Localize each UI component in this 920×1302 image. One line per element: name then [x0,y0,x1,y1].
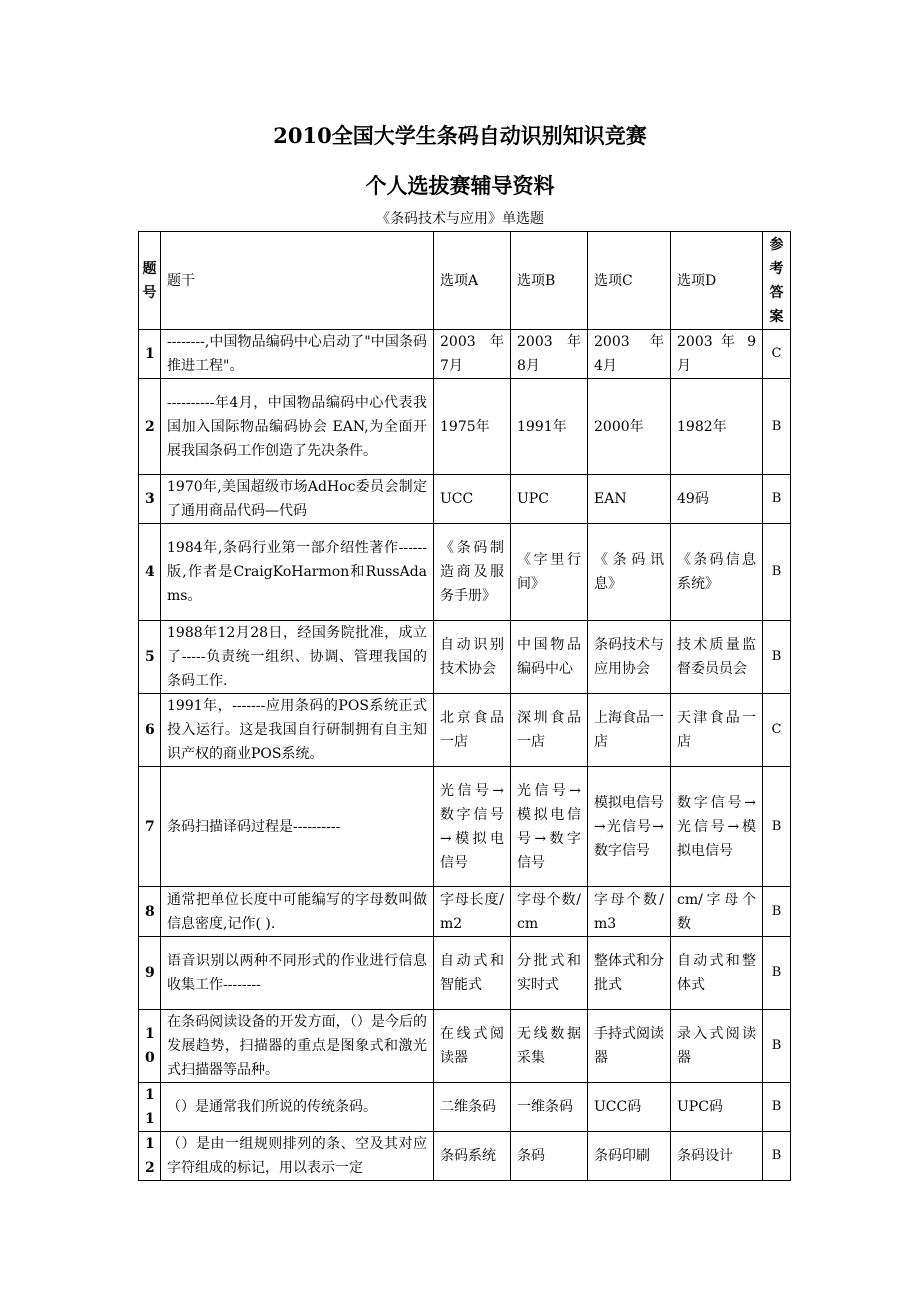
question-rows [139,330,791,1181]
option-d: 《条码信息系统》 [671,524,763,621]
question-stem: ----------年4月，中国物品编码中心代表我国加入国际物品编码协会 EAN,为全面开展我国条码工作创造了先决条件。 [161,379,434,475]
header-option-d: 选项D [671,232,763,330]
option-a: 2003 年 7月 [434,330,511,379]
option-d: 2003 年 9 月 [671,330,763,379]
table-row [139,1132,791,1181]
option-a: 自动识别技术协会 [434,621,511,694]
document-title: 2010全国大学生条码自动识别知识竞赛 [273,123,647,148]
reference-answer: B [763,1083,791,1132]
question-stem: （）是通常我们所说的传统条码。 [161,1083,434,1132]
header-option-a: 选项A [434,232,511,330]
option-c: 字母个数/m3 [588,887,671,937]
option-a: 1975年 [434,379,511,475]
option-c: UCC码 [588,1083,671,1132]
reference-answer: B [763,767,791,887]
table-row [139,937,791,1010]
question-number: 1 [139,330,161,379]
question-stem: （）是由一组规则排列的条、空及其对应字符组成的标记，用以表示一定 [161,1132,434,1181]
option-b: UPC [511,475,588,524]
option-b: 1991年 [511,379,588,475]
question-stem: 语音识别以两种不同形式的作业进行信息收集工作-------- [161,937,434,1010]
reference-answer: B [763,1010,791,1083]
option-d: 技术质量监督委员员会 [671,621,763,694]
option-a: 在线式阅读器 [434,1010,511,1083]
option-c: 条码技术与应用协会 [588,621,671,694]
option-c: EAN [588,475,671,524]
option-c: 《条码讯息》 [588,524,671,621]
table-row [139,379,791,475]
table-row [139,1010,791,1083]
question-number: 10 [139,1010,161,1083]
table-row [139,524,791,621]
question-number: 12 [139,1132,161,1181]
option-b: 分批式和实时式 [511,937,588,1010]
question-stem: --------,中国物品编码中心启动了"中国条码推进工程"。 [161,330,434,379]
table-header-row [139,232,791,330]
option-a: 北京食品一店 [434,694,511,767]
section-heading: 《条码技术与应用》单选题 [376,211,544,227]
reference-answer: C [763,330,791,379]
option-d: 数字信号→光信号→模拟电信号 [671,767,763,887]
reference-answer: B [763,621,791,694]
option-d: cm/字母个数 [671,887,763,937]
option-b: 光信号→模拟电信号→数字信号 [511,767,588,887]
option-a: 自动式和智能式 [434,937,511,1010]
table-row [139,1083,791,1132]
option-c: 条码印刷 [588,1132,671,1181]
question-number: 3 [139,475,161,524]
option-d: UPC码 [671,1083,763,1132]
option-b: 深圳食品一店 [511,694,588,767]
table-row [139,475,791,524]
option-b: 无线数据采集 [511,1010,588,1083]
question-stem: 通常把单位长度中可能编写的字母数叫做信息密度,记作( ). [161,887,434,937]
option-d: 天津食品一店 [671,694,763,767]
question-stem: 1984年,条码行业第一部介绍性著作------版,作者是CraigKoHarmon和RussAdams。 [161,524,434,621]
option-c: 模拟电信号→光信号→数字信号 [588,767,671,887]
option-c: 2000年 [588,379,671,475]
option-c: 2003 年 4月 [588,330,671,379]
option-c: 手持式阅读器 [588,1010,671,1083]
option-a: 光信号→数字信号→模拟电信号 [434,767,511,887]
question-stem: 1988年12月28日，经国务院批准，成立了-----负责统一组织、协调、管理我国的条码工作. [161,621,434,694]
question-stem: 在条码阅读设备的开发方面，（）是今后的发展趋势，扫描器的重点是图象式和激光式扫描器等品种。 [161,1010,434,1083]
question-table [138,231,791,1181]
option-b: 中国物品编码中心 [511,621,588,694]
question-number: 4 [139,524,161,621]
reference-answer: B [763,1132,791,1181]
option-b: 条码 [511,1132,588,1181]
option-d: 1982年 [671,379,763,475]
reference-answer: B [763,379,791,475]
question-stem: 条码扫描译码过程是---------- [161,767,434,887]
document-subtitle: 个人选拔赛辅导资料 [365,173,555,198]
option-d: 录入式阅读器 [671,1010,763,1083]
option-b: 一维条码 [511,1083,588,1132]
option-a: 二维条码 [434,1083,511,1132]
header-answer: 参考答案 [763,232,791,330]
option-b: 《字里行间》 [511,524,588,621]
question-stem: 1970年,美国超级市场AdHoc委员会制定了通用商品代码—代码 [161,475,434,524]
question-number: 2 [139,379,161,475]
question-number: 11 [139,1083,161,1132]
option-c: 整体式和分批式 [588,937,671,1010]
question-number: 7 [139,767,161,887]
reference-answer: B [763,524,791,621]
table-row [139,621,791,694]
question-stem: 1991年，-------应用条码的POS系统正式投入运行。这是我国自行研制拥有自主知识产权的商业POS系统。 [161,694,434,767]
option-a: 条码系统 [434,1132,511,1181]
reference-answer: B [763,887,791,937]
question-number: 8 [139,887,161,937]
option-b: 字母个数/cm [511,887,588,937]
header-num: 题号 [139,232,161,330]
option-d: 49码 [671,475,763,524]
reference-answer: B [763,937,791,1010]
question-number: 6 [139,694,161,767]
option-b: 2003 年 8月 [511,330,588,379]
option-a: 《条码制造商及服务手册》 [434,524,511,621]
header-stem: 题干 [161,232,434,330]
header-option-c: 选项C [588,232,671,330]
option-c: 上海食品一店 [588,694,671,767]
option-d: 条码设计 [671,1132,763,1181]
option-a: 字母长度/m2 [434,887,511,937]
reference-answer: C [763,694,791,767]
option-d: 自动式和整体式 [671,937,763,1010]
table-row [139,330,791,379]
header-option-b: 选项B [511,232,588,330]
question-number: 5 [139,621,161,694]
reference-answer: B [763,475,791,524]
table-row [139,767,791,887]
table-row [139,887,791,937]
question-number: 9 [139,937,161,1010]
option-a: UCC [434,475,511,524]
table-row [139,694,791,767]
